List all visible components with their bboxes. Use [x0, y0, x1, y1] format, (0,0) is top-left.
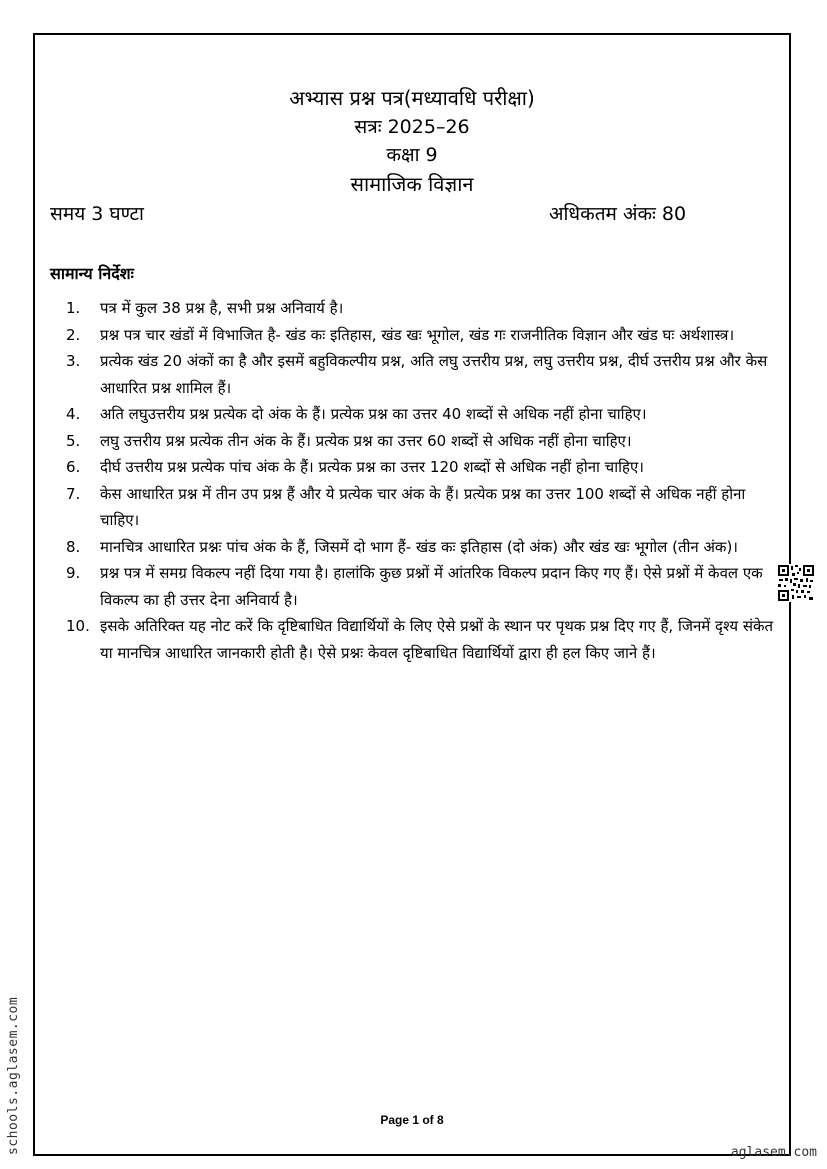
session-label: सत्रः 2025–26: [354, 116, 470, 138]
instruction-number: 8.: [66, 537, 81, 556]
qr-code-icon[interactable]: [777, 564, 815, 602]
instruction-item: [58, 322, 783, 349]
instruction-item: [58, 295, 783, 322]
instruction-text: लघु उत्तरीय प्रश्न प्रत्येक तीन अंक के हैं। प्रत्येक प्रश्न का उत्तर 60 शब्दों से अधिक नहीं होना चाहिए।: [100, 431, 632, 450]
class-label: कक्षा 9: [386, 144, 438, 166]
instruction-number: 1.: [66, 299, 81, 317]
instruction-text: अति लघुउत्तरीय प्रश्न प्रत्येक दो अंक के हैं। प्रत्येक प्रश्न का उत्तर 40 शब्दों से अधिक नहीं होना चाहिए।: [100, 405, 647, 423]
instruction-number: 4.: [66, 405, 81, 423]
instruction-text: इसके अतिरिक्त यह नोट करें कि दृष्टिबाधित विद्यार्थियों के लिए ऐसे प्रश्नों के स्थान पर पृथक प्रश्न दिए गए हैं, जिनमें दृश्य संकेत या मानचित्र आधारित जानकारी होती है। ऐसे प्रश्नः केवल दृष्टिबाधित विद्यार्थियों द्वारा ही हल किए जाने हैं।: [100, 617, 774, 662]
instruction-number: 3.: [66, 352, 81, 370]
max-marks-label: अधिकतम अंकः 80: [549, 203, 687, 225]
instruction-text: प्रश्न पत्र चार खंडों में विभाजित है- खंड कः इतिहास, खंड खः भूगोल, खंड गः राजनीतिक विज्ञान और खंड घः अर्थशास्त्र।: [100, 325, 735, 344]
qr-code-graphic: [777, 564, 815, 602]
instruction-number: 2.: [66, 325, 81, 344]
subject-label: सामाजिक विज्ञान: [350, 172, 474, 196]
instruction-item: [58, 613, 783, 666]
instruction-text: प्रत्येक खंड 20 अंकों का है और इसमें बहुविकल्पीय प्रश्न, अति लघु उत्तरीय प्रश्न, लघु उत्तरीय प्रश्न, दीर्घ उत्तरीय प्रश्न और केस आधारित प्रश्न शामिल हैं।: [100, 352, 768, 397]
brand-watermark: aglasem.com: [730, 1145, 817, 1160]
instruction-item: [58, 534, 783, 561]
instruction-number: 9.: [66, 564, 81, 582]
instruction-number: 10.: [66, 617, 90, 635]
instruction-text: दीर्घ उत्तरीय प्रश्न प्रत्येक पांच अंक के हैं। प्रत्येक प्रश्न का उत्तर 120 शब्दों से अधिक नहीं होना चाहिए।: [100, 458, 644, 476]
instruction-item: [58, 454, 783, 481]
instruction-number: 6.: [66, 458, 81, 476]
instruction-number: 5.: [66, 431, 81, 450]
instruction-item: [58, 560, 783, 613]
time-label: समय 3 घण्टा: [50, 203, 144, 225]
instruction-text: मानचित्र आधारित प्रश्नः पांच अंक के हैं, जिसमें दो भाग हैं- खंड कः इतिहास (दो अंक) और खंड खः भूगोल (तीन अंक)।: [100, 537, 738, 556]
instruction-item: [58, 428, 783, 455]
instruction-number: 7.: [66, 484, 81, 503]
instruction-text: केस आधारित प्रश्न में तीन उप प्रश्न हैं और ये प्रत्येक चार अंक के हैं। प्रत्येक प्रश्न का उत्तर 100 शब्दों से अधिक नहीं होना चाहिए।: [100, 484, 746, 529]
page-number: Page 1 of 8: [380, 1113, 444, 1127]
instruction-text: पत्र में कुल 38 प्रश्न है, सभी प्रश्न अनिवार्य है।: [100, 299, 344, 317]
instructions-heading: सामान्य निर्देशः: [50, 264, 134, 283]
instruction-item: [58, 348, 783, 401]
side-watermark: schools.aglasem.com: [6, 996, 21, 1155]
instructions-list: [58, 295, 783, 666]
instruction-item: [58, 401, 783, 428]
paper-title: अभ्यास प्रश्न पत्र(मध्यावधि परीक्षा): [289, 86, 535, 110]
instruction-text: प्रश्न पत्र में समग्र विकल्प नहीं दिया गया है। हालांकि कुछ प्रश्नों में आंतरिक विकल्प प्रदान किए गए हैं। ऐसे प्रश्नों में केवल एक विकल्प का ही उत्तर देना अनिवार्य है।: [100, 564, 763, 609]
instruction-item: [58, 481, 783, 534]
